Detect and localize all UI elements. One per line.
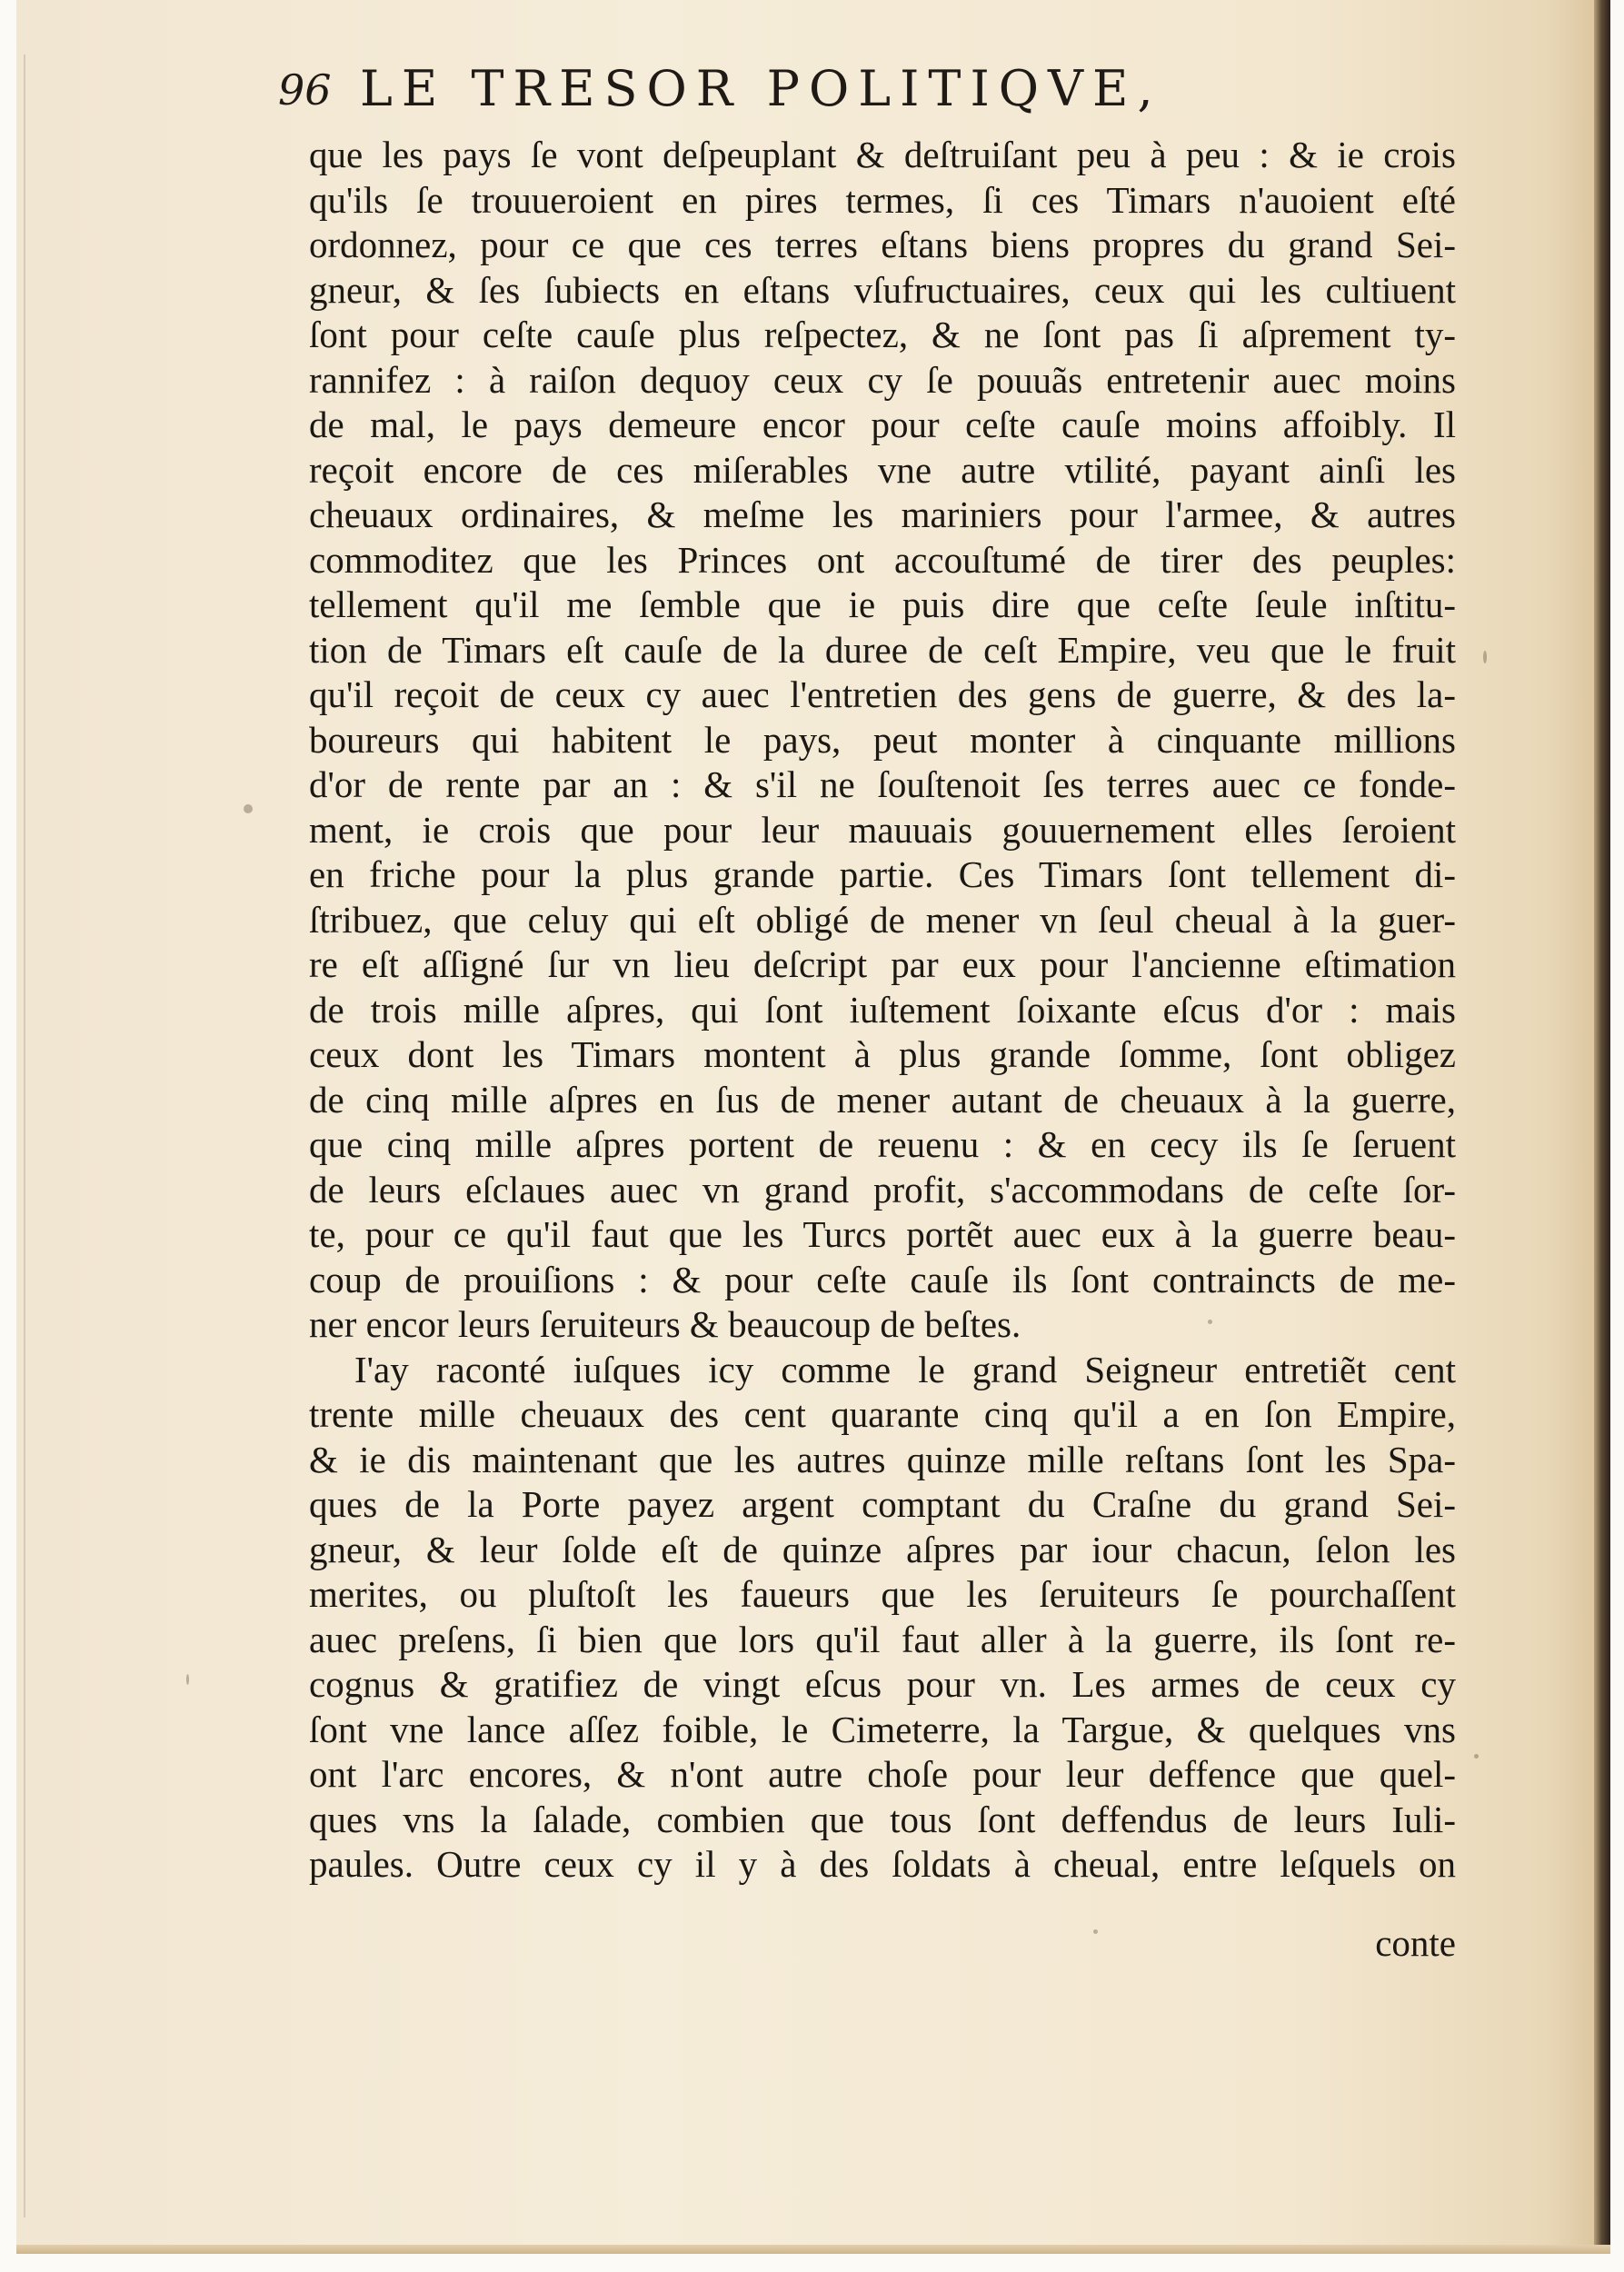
text-line: ont l'arc encores, & n'ont autre choſe pour leur deffence que quel- — [309, 1753, 1456, 1795]
text-line: d'or de rente par an : & s'il ne ſouſtenoit ſes terres auec ce fonde- — [309, 763, 1456, 805]
text-line: ner encor leurs ſeruiteurs & beaucoup de beſtes. — [309, 1303, 1021, 1345]
text-line: boureurs qui habitent le pays, peut monter à cinquante millions — [309, 718, 1456, 761]
text-line: gneur, & ſes ſubiects en eſtans vſufructuaires, ceux qui les cultiuent — [309, 268, 1456, 311]
page-header — [278, 53, 1460, 135]
text-line: de cinq mille aſpres en ſus de mener autant de cheuaux à la guerre, — [309, 1078, 1456, 1121]
text-line: trente mille cheuaux des cent quarante cinq qu'il a en ſon Empire, — [309, 1393, 1456, 1435]
text-line: tion de Timars eſt cauſe de la duree de ceſt Empire, veu que le fruit — [309, 628, 1456, 671]
page-bottom-edge — [16, 2245, 1610, 2254]
text-line: de trois mille aſpres, qui ſont iuſtement ſoixante eſcus d'or : mais — [309, 988, 1456, 1031]
text-line: ordonnez, pour ce que ces terres eſtans biens propres du grand Sei- — [309, 224, 1456, 265]
text-line: commoditez que les Princes ont accouſtumé de tirer des peuples: — [309, 538, 1456, 581]
text-line: qu'ils ſe trouueroient en pires termes, ſi ces Timars n'auoient eſté — [309, 178, 1456, 221]
paper-speck — [186, 1674, 189, 1685]
text-line: I'ay raconté iuſques icy comme le grand Seigneur entretiẽt cent — [354, 1348, 1456, 1390]
text-line: reçoit encore de ces miſerables vne autre vtilité, payant ainſi les — [309, 448, 1456, 491]
text-line: ceux dont les Timars montent à plus grande ſomme, ſont obligez — [309, 1033, 1456, 1075]
text-line: que les pays ſe vont deſpeuplant & deſtruiſant peu à peu : & ie crois — [309, 134, 1456, 175]
paper-speck — [1483, 651, 1487, 663]
text-line: ques vns la ſalade, combien que tous ſont deffendus de leurs Iuli- — [309, 1798, 1456, 1840]
text-line: paules. Outre ceux cy il y à des ſoldats à cheual, entre leſquels on — [309, 1843, 1456, 1885]
gutter-shadow — [24, 55, 25, 2217]
text-line: ques de la Porte payez argent comptant du Craſne du grand Sei- — [309, 1483, 1456, 1525]
text-line: re eſt aſſigné ſur vn lieu deſcript par eux pour l'ancienne eſtimation — [309, 943, 1456, 985]
text-line: rannifez : à raiſon dequoy ceux cy ſe pouuãs entretenir auec moins — [309, 358, 1456, 401]
text-line: gneur, & leur ſolde eſt de quinze aſpres par iour chacun, ſelon les — [309, 1528, 1456, 1570]
page-number: 96 — [278, 65, 332, 115]
text-line: qu'il reçoit de ceux cy auec l'entretien des gens de guerre, & des la- — [309, 673, 1456, 715]
text-line: & ie dis maintenant que les autres quinze mille reſtans ſont les Spa- — [309, 1438, 1456, 1480]
text-line: te, pour ce qu'il faut que les Turcs portẽt auec eux à la guerre beau- — [309, 1213, 1456, 1255]
text-line: auec preſens, ſi bien que lors qu'il faut aller à la guerre, ils ſont re- — [309, 1618, 1456, 1660]
body-text — [309, 133, 1456, 1888]
page-edge-shadow — [1594, 0, 1610, 2254]
paper-speck — [1208, 1320, 1212, 1324]
text-line: ment, ie crois que pour leur mauuais gouuernement elles ſeroient — [309, 808, 1456, 851]
text-line: de leurs eſclaues auec vn grand profit, s'accommodans de ceſte ſor- — [309, 1168, 1456, 1211]
text-line: tellement qu'il me ſemble que ie puis dire que ceſte ſeule inſtitu- — [309, 583, 1456, 625]
paper-speck — [1474, 1754, 1479, 1759]
text-line: en friche pour la plus grande partie. Ces Timars ſont tellement di- — [309, 853, 1456, 895]
text-line: ſtribuez, que celuy qui eſt obligé de mener vn ſeul cheual à la guer- — [309, 898, 1456, 941]
paper-speck — [1093, 1929, 1098, 1934]
running-title: LE TRESOR POLITIQVE, — [360, 60, 1162, 117]
paper-speck — [244, 804, 253, 813]
text-line: merites, ou pluſtoſt les faueurs que les ſeruiteurs ſe pourchaſſent — [309, 1573, 1456, 1615]
text-line: de mal, le pays demeure encor pour ceſte cauſe moins affoibly. Il — [309, 404, 1456, 445]
text-line: coup de prouiſions : & pour ceſte cauſe ils ſont contraincts de me- — [309, 1258, 1456, 1300]
text-line: cheuaux ordinaires, & meſme les mariniers pour l'armee, & autres — [309, 493, 1456, 535]
text-line: que cinq mille aſpres portent de reuenu : & en cecy ils ſe ſeruent — [309, 1123, 1456, 1165]
text-line: ſont pour ceſte cauſe plus reſpectez, & ne ſont pas ſi aſprement ty- — [309, 314, 1456, 355]
catchword: conte — [1375, 1922, 1456, 1964]
text-line: cognus & gratifiez de vingt eſcus pour vn. Les armes de ceux cy — [309, 1663, 1456, 1705]
text-line: ſont vne lance aſſez foible, le Cimeterre, la Targue, & quelques vns — [309, 1708, 1456, 1750]
